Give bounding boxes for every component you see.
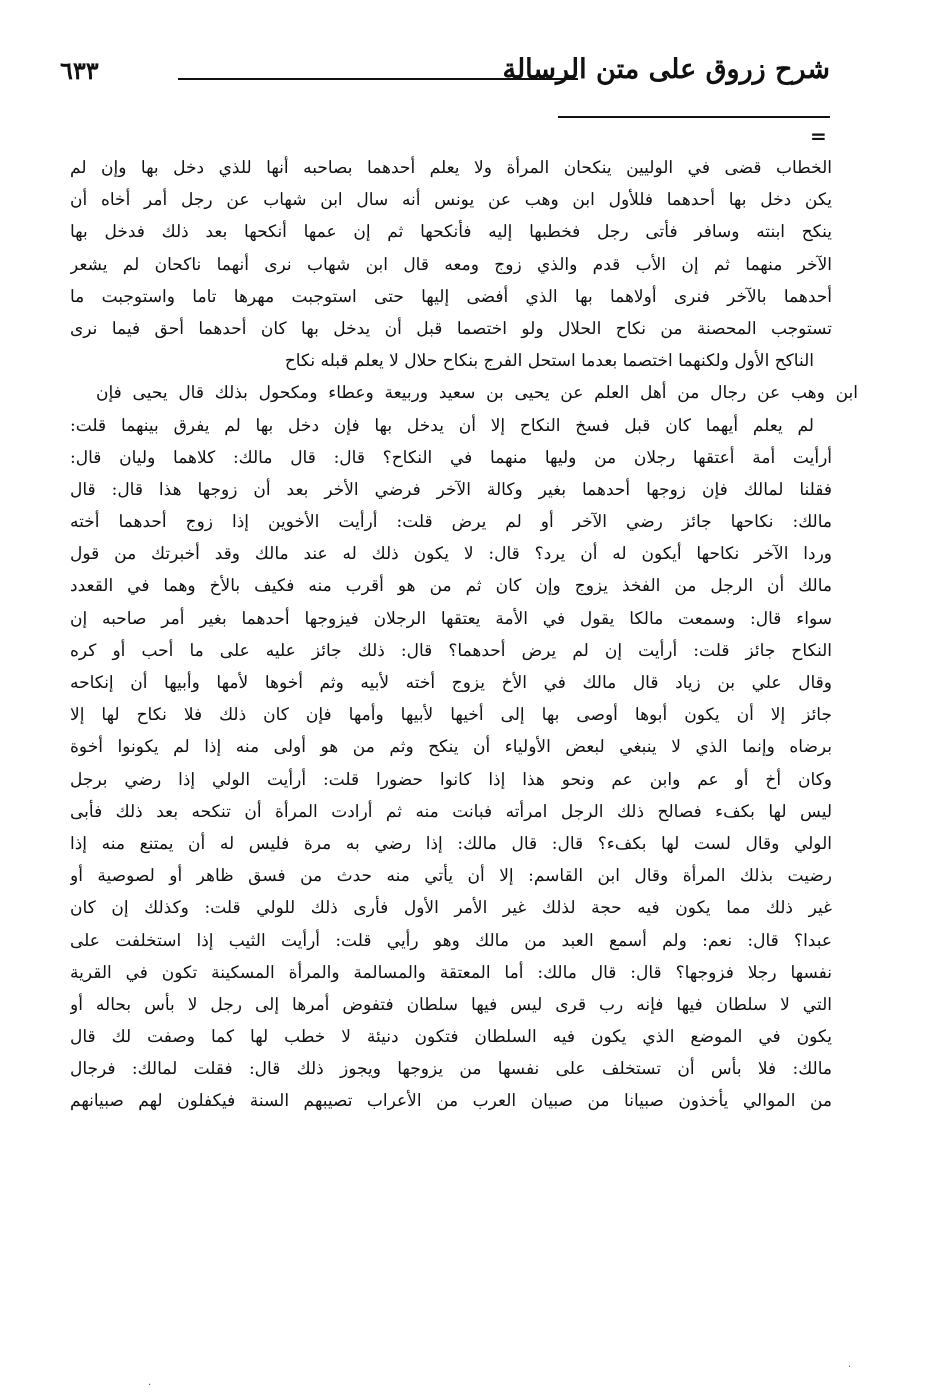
text-line: عبدا؟ قال: نعم: ولم أسمع العبد من مالك وهو رأيي قلت: أرأيت الثيب إذا استخلفت على <box>70 930 832 951</box>
text-line: مالك أن الرجل من الفخذ يزوج وإن كان ثم من هو أقرب منه فكيف بالأخ وهما في القعدد <box>70 576 832 597</box>
text-line: ينكح ابنته وسافر فأتى رجل فخطبها إليه فأنكحها ثم إن عمها أنكحها بعد ذلك فدخل بها <box>70 222 832 243</box>
text-line: نفسها رجلا فزوجها؟ قال: قال مالك: أما المعتقة والمسالمة والمرأة المسكينة تكون في القرية <box>70 962 832 983</box>
text-line: ليس لها بكفء فصالح ذلك الرجل امرأته فبانت منه ثم أرادت المرأة أن تنكحه بعد ذلك فأبى <box>70 801 832 822</box>
text-line: النكاح جائز قلت: أرأيت إن لم يرض أحدهما؟ قال: ذلك جائز عليه على ما أحب أو كره <box>70 640 832 661</box>
text-line: وقال علي بن زياد قال مالك في الأخ يزوج أخته لأبيه وثم أخوها لأمها وأبيها أن إنكاحه <box>70 673 832 693</box>
text-line: أرأيت أمة أعتقها رجلان من وليها منهما في النكاح؟ قال: قال مالك: كلاهما وليان قال: <box>70 447 832 468</box>
text-line: غير ذلك مما يكون فيه حجة لذلك غير الأمر الأول فأرى ذلك للولي قلت: وكذلك إن كان <box>70 898 832 919</box>
text-line: وكان أخ أو عم وابن عم ونحو هذا إذا كانوا حضورا قلت: أرأيت الولي إذا رضي برجل <box>70 769 832 790</box>
header-rule <box>178 78 578 80</box>
book-title: شرح زروق على متن الرسالة <box>502 54 830 85</box>
text-line: الآخر منهما ثم إن الأب قدم والذي زوج ومعه قال ابن شهاب نرى أنهما ناكحان لم يشعر <box>70 254 832 275</box>
text-line: يكن دخل بها أحدهما فللأول ابن وهب عن يونس أنه سال ابن شهاب عن رجل أمر أخاه أن <box>70 190 832 211</box>
text-line: مالك: فلا بأس أن تستخلف على نفسها من يزوجها ويجوز ذلك قال: فقلت لمالك: فرجال <box>70 1059 832 1080</box>
text-line: سواء قال: وسمعت مالكا يقول في الأمة يعتقها الرجلان فيزوجها أحدهما بغير أمر صاحبه إن <box>70 608 832 629</box>
text-line: من الموالي يأخذون صبيانا من صبيان العرب من الأعراب تصيبهم السنة فيكفلون لهم صبيانهم <box>70 1091 832 1112</box>
text-line: يكون في الموضع الذي يكون فيه السلطان فتكون دنيئة لا خطب لها كما وصفت لك قال <box>70 1027 832 1048</box>
text-line: لم يعلم أيهما كان قبل فسخ النكاح إلا أن يدخل بها فإن دخل بها لم يفرق بينهما قلت: <box>70 415 814 436</box>
text-line: الولي وقال لست لها بكفء؟ قال: قال مالك: إذا رضي به مرة فليس له أن يمتنع منه إذا <box>70 833 832 854</box>
scan-speck: · <box>148 1380 152 1391</box>
text-line: رضيت بذلك المرأة وقال ابن القاسم: إلا أن يأتي منه حدث من فسق ظاهر أو لصوصية أو <box>70 866 832 887</box>
text-line: فقلنا لمالك فإن زوجها أحدهما بغير وكالة الآخر فرضي الأخر بعد أن زوجها هذا قال: قال <box>70 479 832 500</box>
body-text <box>70 152 858 1118</box>
text-line: جائز إلا أن يكون أبوها أوصى بها إلى أخيها لأبيها وأمها فإن كان ذلك فلا نكاح لها إلا <box>70 705 832 726</box>
scan-speck: · <box>848 1362 852 1373</box>
sub-header-rule <box>558 116 830 118</box>
text-line: تستوجب المحصنة من نكاح الحلال ولو اختصما قبل أن يدخل بها كان أحدهما أحق فيما نرى <box>70 318 832 339</box>
text-line: التي لا سلطان فيها فإنه رب قرى ليس فيها سلطان فتفوض أمرها إلى رجل لا بأس بحاله أو <box>70 994 832 1015</box>
text-line: برضاه وإنما الذي لا ينبغي لبعض الأولياء أن ينكح وثم من هو أولى منه إذا لم يكونوا أخوة <box>70 737 832 758</box>
text-line: وردا الآخر نكاحها أيكون له أن يرد؟ قال: لا يكون ذلك له عند مالك وقد أخبرتك من قول <box>70 544 832 565</box>
text-line: الناكح الأول ولكنهما اختصما بعدما استحل الفرج بنكاح حلال لا يعلم قبله نكاح <box>284 351 814 372</box>
running-header <box>60 48 830 96</box>
text-line: مالك: نكاحها جائز رضي الآخر أو لم يرض قلت: أرأيت الأخوين إذا زوج أحدهما أخته <box>70 512 832 533</box>
text-line: الخطاب قضى في الوليين ينكحان المرأة ولا يعلم أحدهما بصاحبه أنها للذي دخل بها وإن لم <box>70 158 832 178</box>
text-line: ابن وهب عن رجال من أهل العلم عن يحيى بن سعيد وربيعة وعطاء ومكحول بذلك قال يحيى فإن <box>96 383 858 404</box>
top-equals-mark: = <box>810 124 827 148</box>
text-line: أحدهما بالآخر فنرى أولاهما بها الذي أفضى إليها حتى استوجبت مهرها تاما واستوجبت ما <box>70 286 832 307</box>
page-number: ٦٣٣ <box>60 56 99 85</box>
